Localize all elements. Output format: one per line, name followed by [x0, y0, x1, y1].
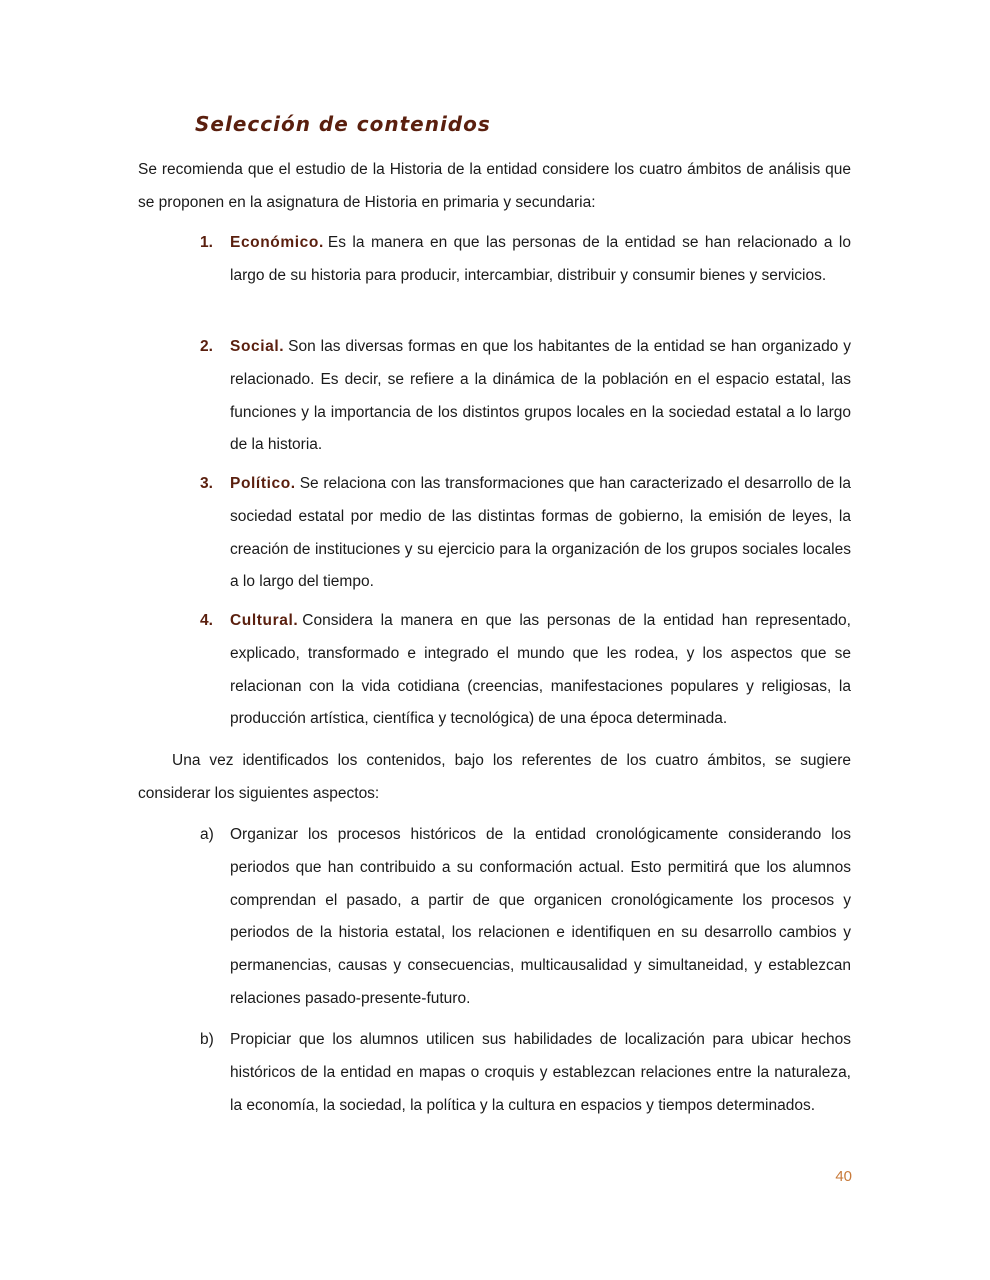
ambito-text: Son las diversas formas en que los habitantes de la entidad se han organizado y relacionado. Es decir, se refiere a la dinámica de la población en el espacio estatal, las funciones y la importancia de los distintos grupos locales en la sociedad estatal a lo largo de la historia. [230, 338, 851, 454]
aspecto-text: Propiciar que los alumnos utilicen sus habilidades de localización para ubicar hechos históricos de la entidad en mapas o croquis y establezcan relaciones entre la naturaleza, la economía, la sociedad, la política y la cultura en espacios y tiempos determinados. [230, 1031, 851, 1114]
transition-paragraph: Una vez identificados los contenidos, bajo los referentes de los cuatro ámbitos, se sugiere considerar los siguientes aspectos: [138, 752, 851, 802]
ambito-item-economico [200, 227, 851, 293]
list-letter: a) [200, 826, 214, 843]
ambito-term: Económico. [230, 234, 324, 251]
ambito-text: Se relaciona con las transformaciones que han caracterizado el desarrollo de la sociedad estatal por medio de las distintas formas de gobierno, la emisión de leyes, la creación de instituciones y su ejercicio para la organización de los grupos sociales locales a lo largo del tiempo. [230, 475, 851, 591]
ambito-item-politico [200, 468, 851, 599]
aspecto-text: Organizar los procesos históricos de la entidad cronológicamente considerando los periodos que han contribuido a su conformación actual. Esto permitirá que los alumnos comprendan el pasado, a partir de que organicen cronológicamente los procesos y periodos de la historia estatal, los relacionen e identifiquen en su desarrollo cambios y permanencias, causas y consecuencias, multicausalidad y simultaneidad, y establezcan relaciones pasado-presente-futuro. [230, 826, 851, 1007]
list-letter: b) [200, 1031, 214, 1048]
list-number: 2. [200, 338, 213, 355]
ambito-text: Considera la manera en que las personas de la entidad han representado, explicado, transformado e integrado el mundo que les rodea, y los aspectos que se relacionan con la vida cotidiana (creencias, manifestaciones populares y religiosas, la producción artística, científica y tecnológica) de una época determinada. [230, 612, 851, 728]
ambito-term: Social. [230, 338, 285, 355]
list-number: 3. [200, 475, 213, 492]
ambito-term: Político. [230, 475, 296, 492]
ambito-term: Cultural. [230, 612, 299, 629]
page-number: 40 [835, 1168, 852, 1185]
aspecto-item-b [200, 1024, 851, 1122]
ambito-text: Es la manera en que las personas de la entidad se han relacionado a lo largo de su historia para producir, intercambiar, distribuir y consumir bienes y servicios. [230, 234, 851, 284]
section-title: Selección de contenidos [195, 112, 491, 136]
intro-paragraph: Se recomienda que el estudio de la Historia de la entidad considere los cuatro ámbitos de análisis que se proponen en la asignatura de Historia en primaria y secundaria: [138, 161, 851, 211]
list-number: 4. [200, 612, 213, 629]
list-number: 1. [200, 234, 213, 251]
ambito-item-cultural [200, 605, 851, 736]
ambito-item-social [200, 331, 851, 462]
aspecto-item-a [200, 819, 851, 1016]
